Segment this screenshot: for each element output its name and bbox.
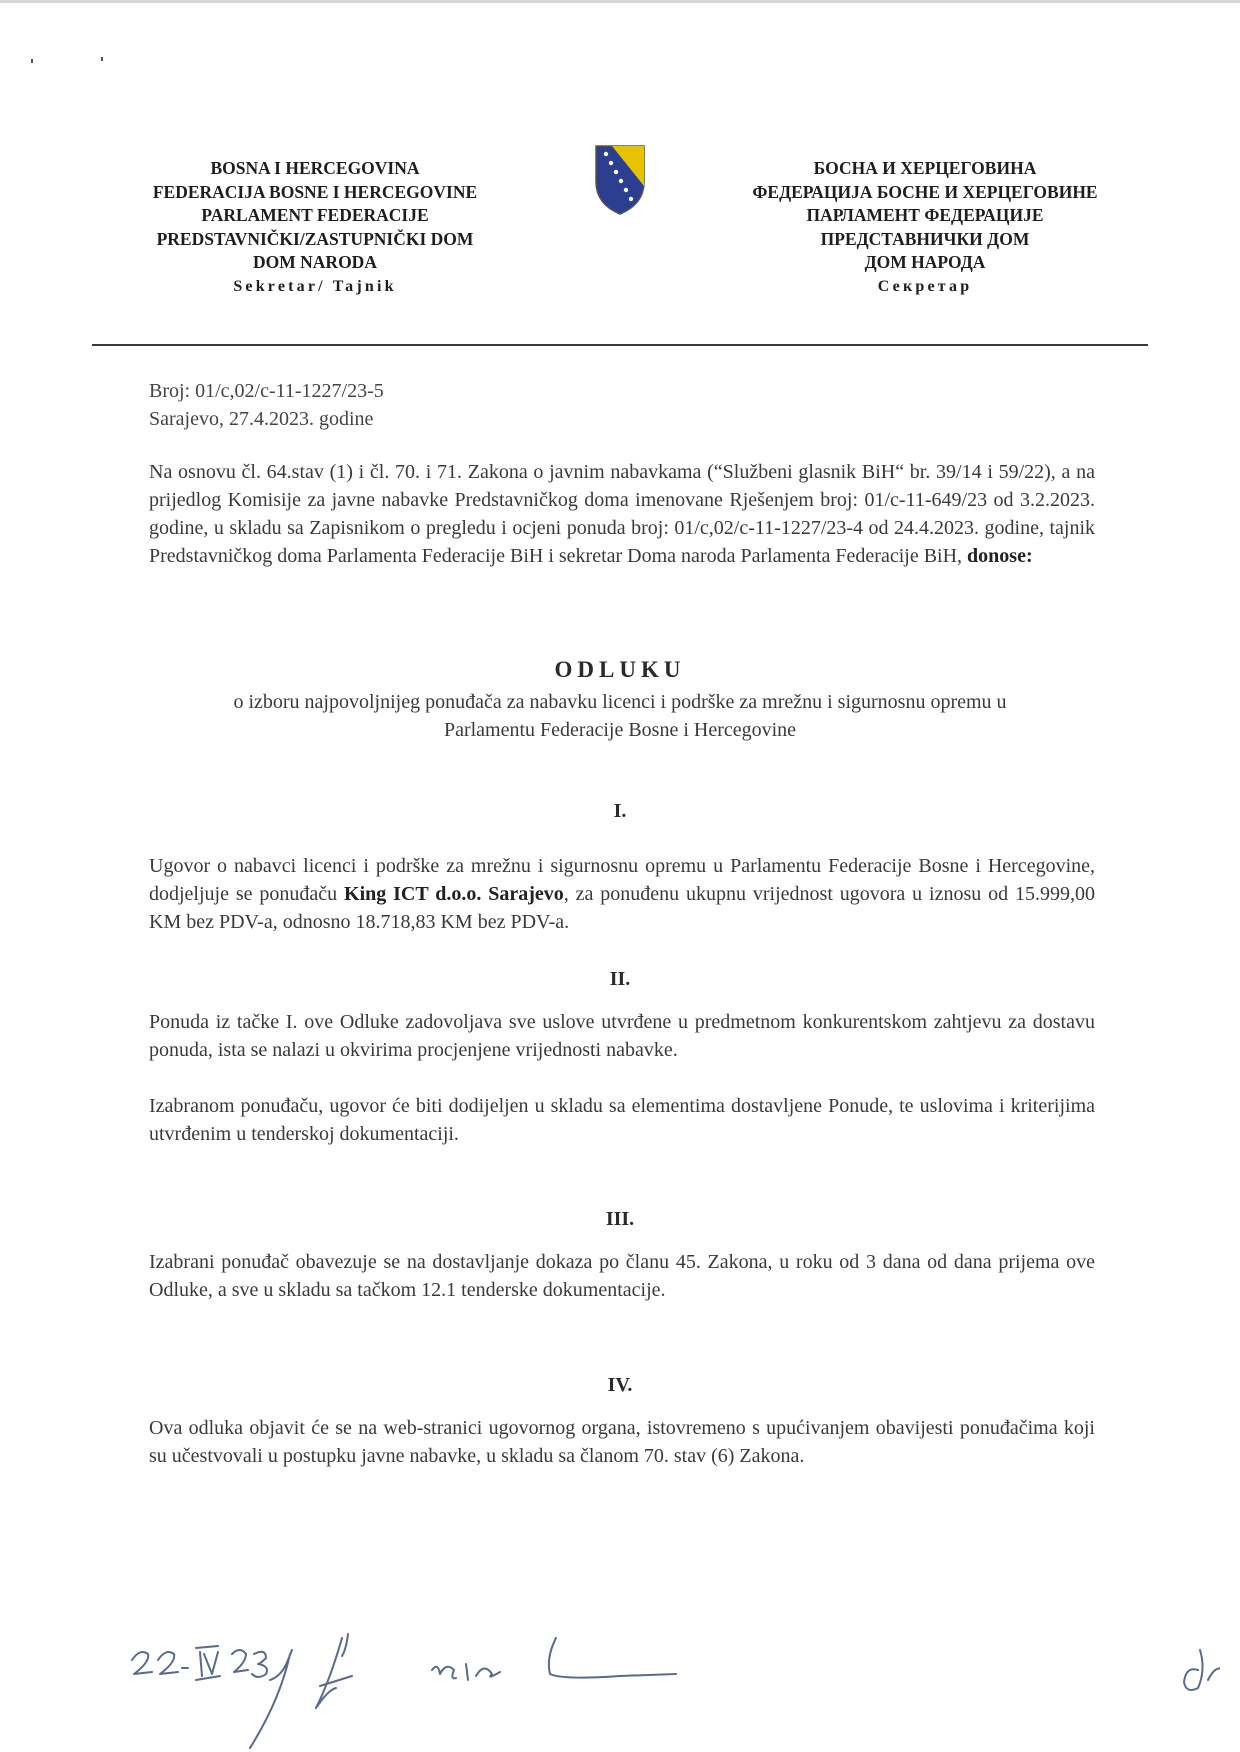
preamble-text: Na osnovu čl. 64.stav (1) i čl. 70. i 71. Zakona o javnim nabavkama (“Službeni glasnik BiH“ br. 39/14 i 59/22), a na prijedlog Komisije za javne nabavke Predstavničkog doma imenovane Rješenjem broj: 01/c-11-649/23 od 3.2.2023. godine, u skladu sa Zapisnikom o pregledu i ocjeni ponuda broj: 01/c,02/c-11-1227/23-4 od 24.4.2023. godine, tajnik Predstavničkog doma Parlamenta Federacije BiH i sekretar Doma naroda Parlamenta Federacije BiH, bbox=[149, 461, 1095, 567]
decision-subtitle-line2: Parlamentu Federacije Bosne i Hercegovine bbox=[443, 719, 797, 741]
document-meta bbox=[149, 377, 384, 433]
reference-number: Broj: 01/c,02/c-11-1227/23-5 bbox=[149, 380, 384, 402]
section-3-text: Izabrani ponuđač obavezuje se na dostavljanje dokaza po članu 45. Zakona, u roku od 3 dana od dana prijema ove Odluke, a sve u skladu sa tačkom 12.1 tenderske dokumentacije. bbox=[149, 1251, 1095, 1301]
scan-speck bbox=[31, 59, 33, 63]
handwritten-signature-word bbox=[432, 1664, 500, 1680]
handwritten-slash bbox=[250, 1650, 292, 1748]
section-4-text: Ova odluka objavit će se na web-stranici ugovornog organa, istovremeno s upućivanjem obavijesti ponuđačima koji su učestvovali u postupku javne nabavke, u skladu sa članom 70. stav (6) Zakona. bbox=[149, 1417, 1095, 1467]
section-1-text-after: , za ponuđenu ukupnu vrijednost ugovora u iznosu od 15.999,00 KM bez PDV-a, odnosno 18.718,83 KM bez PDV-a. bbox=[149, 883, 1096, 933]
section-2-text-2: Izabranom ponuđaču, ugovor će biti dodijeljen u skladu sa elementima dostavljene Ponude, te uslovima i kriterijima utvrđenim u tenderskoj dokumentaciji. bbox=[149, 1095, 1095, 1145]
selected-bidder: King ICT d.o.o. Sarajevo bbox=[344, 883, 564, 905]
handwritten-date-digit bbox=[158, 1652, 178, 1674]
header-secretary: Sekretar/ Tajnik bbox=[233, 277, 397, 295]
handwritten-date-digit bbox=[132, 1652, 152, 1674]
header-country: BOSNA I HERCEGOVINA bbox=[210, 158, 420, 178]
section-4-number: IV. bbox=[607, 1374, 633, 1396]
decision-subtitle bbox=[120, 688, 1120, 744]
header-parliament: PARLAMENT FEDERACIJE bbox=[201, 205, 429, 225]
header-divider bbox=[92, 344, 1148, 346]
place-date: Sarajevo, 27.4.2023. godine bbox=[149, 408, 374, 430]
header-parliament-cyr: ПАРЛАМЕНТ ФЕДЕРАЦИЈЕ bbox=[806, 205, 1044, 225]
handwritten-date-month bbox=[196, 1646, 220, 1680]
handwritten-initials bbox=[1184, 1650, 1220, 1690]
preamble-verb: donose: bbox=[967, 545, 1033, 567]
scan-edge bbox=[0, 0, 1240, 3]
section-1-number: I. bbox=[613, 800, 627, 822]
header-house-representatives-cyr: ПРЕДСТАВНИЧКИ ДОМ bbox=[820, 228, 1030, 249]
bih-coat-of-arms-icon bbox=[592, 142, 648, 216]
preamble bbox=[149, 458, 1095, 570]
header-latin bbox=[120, 157, 510, 298]
section-1-text-before: Ugovor o nabavci licenci i podrške za mrežnu i sigurnosnu opremu u Parlamentu Federacije Bosne i Hercegovine, dodjeljuje se ponuđaču bbox=[149, 855, 1095, 905]
header-house-representatives: PREDSTAVNIČKI/ZASTUPNIČKI DOM bbox=[156, 228, 474, 249]
header-country-cyr: БОСНА И ХЕРЦЕГОВИНА bbox=[813, 158, 1037, 178]
scan-speck bbox=[101, 57, 103, 61]
header-house-peoples-cyr: ДОМ НАРОДА bbox=[864, 252, 986, 272]
section-2-text-1: Ponuda iz tačke I. ove Odluke zadovoljava sve uslove utvrđene u predmetnom konkurentskom zahtjevu za dostavu ponuda, ista se nalazi u okvirima procjenjene vrijednosti nabavke. bbox=[149, 1011, 1095, 1061]
handwritten-signature-mark bbox=[316, 1634, 352, 1708]
section-3-number: III. bbox=[605, 1208, 635, 1230]
header-federation: FEDERACIJA BOSNE I HERCEGOVINE bbox=[152, 181, 478, 202]
handwritten-signature-flourish bbox=[549, 1638, 676, 1678]
section-2-number: II. bbox=[609, 968, 631, 990]
decision-subtitle-line1: o izboru najpovoljnijeg ponuđača za nabavku licenci i podrške za mrežnu i sigurnosnu opremu u bbox=[233, 691, 1007, 713]
decision-title: ODLUKU bbox=[554, 657, 686, 682]
header-house-peoples: DOM NARODA bbox=[253, 252, 377, 272]
section-1-text bbox=[149, 852, 1095, 936]
header-secretary-cyr: Секретар bbox=[877, 277, 973, 295]
header-federation-cyr: ФЕДЕРАЦИЈА БОСНЕ И ХЕРЦЕГОВИНЕ bbox=[752, 181, 1098, 202]
handwritten-date-year bbox=[232, 1650, 267, 1677]
handwritten-annotation bbox=[120, 1610, 1220, 1752]
header-cyrillic bbox=[710, 157, 1140, 298]
